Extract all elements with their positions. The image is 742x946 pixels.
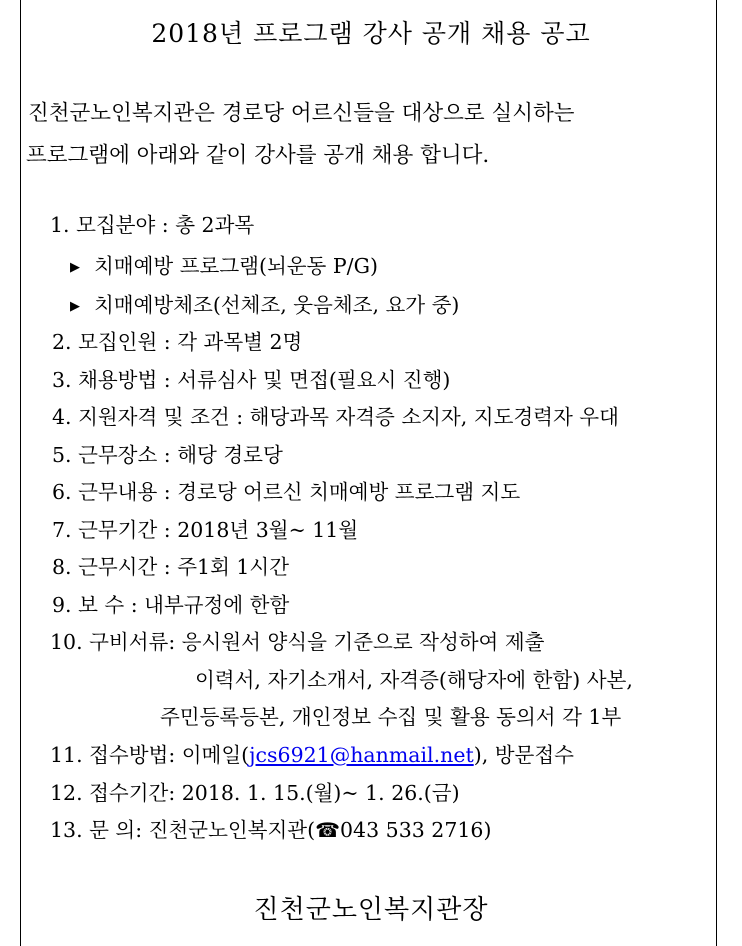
item-hiring-method: 3. 채용방법 : 서류심사 및 면접(필요시 진행) [52, 368, 451, 392]
item-application-method [50, 738, 574, 768]
item-work-location: 5. 근무장소 : 해당 경로당 [52, 443, 283, 467]
inquiry-phone: 043 533 2716) [340, 818, 492, 842]
item-work-content: 6. 근무내용 : 경로당 어르신 치매예방 프로그램 지도 [52, 480, 521, 504]
bullet-arrow-icon: ▶ [70, 299, 80, 314]
item-qualification: 4. 지원자격 및 조건 : 해당과목 자격증 소지자, 지도경력자 우대 [52, 405, 619, 429]
email-link[interactable]: jcs6921@hanmail.net [249, 743, 474, 767]
phone-icon: ☎ [315, 818, 341, 842]
item-documents-line-2: 이력서, 자기소개서, 자격증(해당자에 한함) 사본, [195, 668, 633, 692]
item-application-period: 12. 접수기간: 2018. 1. 15.(월)~ 1. 26.(금) [50, 781, 460, 805]
item-headcount: 2. 모집인원 : 각 과목별 2명 [52, 330, 303, 354]
subject-2-text: 치매예방체조(선체조, 웃음체조, 요가 중) [94, 293, 460, 317]
application-method-prefix: 11. 접수방법: 이메일( [50, 743, 250, 767]
item-inquiry [50, 813, 491, 843]
item-documents: 10. 구비서류: 응시원서 양식을 기준으로 작성하여 제출 [50, 630, 545, 654]
item-recruitment-field: 1. 모집분야 : 총 2과목 [50, 213, 255, 237]
subject-1-text: 치매예방 프로그램(뇌운동 P/G) [94, 254, 378, 278]
issuer-signature: 진천군노인복지관장 [253, 895, 489, 925]
item-documents-line-3: 주민등록등본, 개인정보 수집 및 활용 동의서 각 1부 [160, 705, 622, 729]
item-work-hours: 8. 근무시간 : 주1회 1시간 [52, 555, 290, 579]
item-work-period: 7. 근무기간 : 2018년 3월~ 11월 [52, 518, 359, 542]
item-subject-2 [70, 288, 459, 318]
item-subject-1 [70, 249, 378, 279]
intro-line-1: 진천군노인복지관은 경로당 어르신들을 대상으로 실시하는 [28, 101, 575, 126]
item-pay: 9. 보 수 : 내부규정에 한함 [52, 593, 290, 617]
bullet-arrow-icon: ▶ [70, 260, 80, 275]
document-title: 2018년 프로그램 강사 공개 채용 공고 [151, 19, 591, 48]
intro-line-2: 프로그램에 아래와 같이 강사를 공개 채용 합니다. [26, 143, 490, 168]
inquiry-prefix: 13. 문 의: 진천군노인복지관( [50, 818, 316, 842]
application-method-suffix: ), 방문접수 [473, 743, 574, 767]
